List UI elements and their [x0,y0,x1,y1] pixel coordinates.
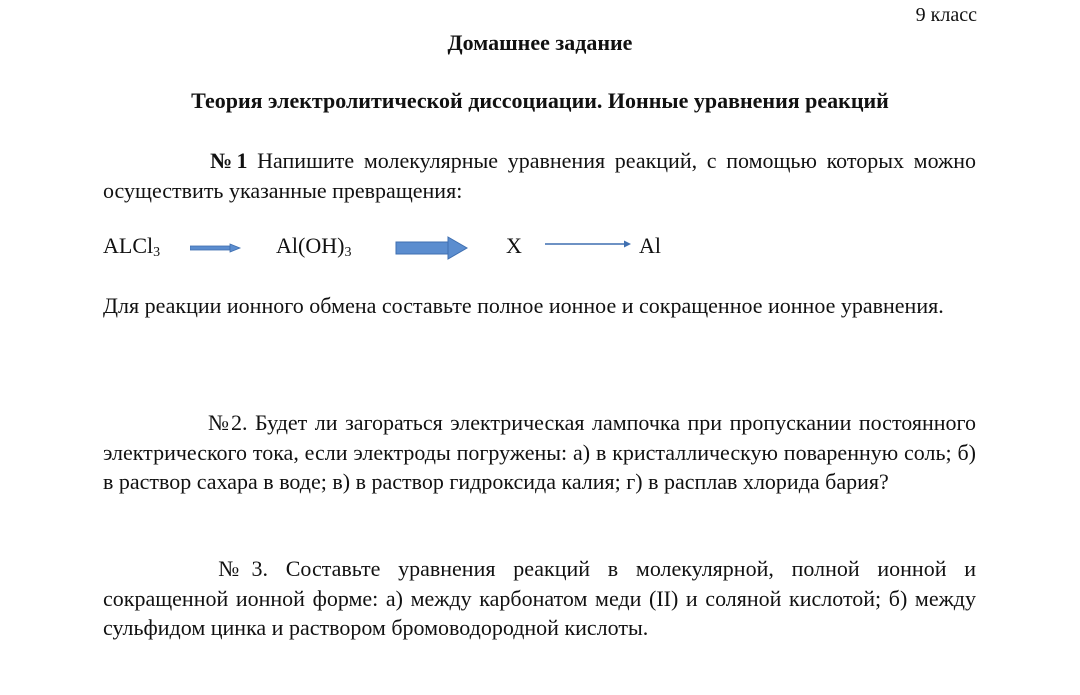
grade-label: 9 класс [915,4,977,26]
task1-number: №1 [206,148,248,173]
task3-paragraph [103,554,976,643]
compound-aloh3-main: Al(OH) [276,233,345,258]
compound-alcl3-sub: 3 [153,245,161,260]
page-subtitle: Теория электролитической диссоциации. Ионные уравнения реакций [191,88,889,113]
compound-alcl3-main: ALCl [103,233,154,258]
task2-text: №2. Будет ли загораться электрическая лампочка при пропускании постоянного электрического тока, если электроды погружены: а) в кристаллическую поваренную соль; б) в раствор сахара в воде; в) в раствор гидроксида калия; г) в расплав хлорида бария? [103,410,976,494]
task1-paragraph [103,146,976,205]
task3-text: №3. Составьте уравнения реакций в молекулярной, полной ионной и сокращенной ионной форме: а) между карбонатом меди (II) и соляной кислотой; б) между сульфидом цинка и раствором бромоводородной кислоты. [103,556,976,640]
compound-aloh3 [276,233,351,261]
line-arrow-icon [545,238,633,254]
compound-x: X [506,233,522,258]
task1-note: Для реакции ионного обмена составьте полное ионное и сокращенное ионное уравнения. [103,293,944,318]
block-arrow-icon [395,235,470,261]
task2-paragraph [103,408,976,497]
thin-arrow-icon [190,238,242,258]
compound-alcl3 [103,233,160,261]
transformation-scheme [0,228,1080,268]
page-title: Домашнее задание [447,30,633,55]
compound-aloh3-sub: 3 [344,245,352,260]
task1-text: Напишите молекулярные уравнения реакций, с помощью которых можно осуществить указанные превращения: [103,148,977,203]
compound-al: Al [639,233,661,258]
